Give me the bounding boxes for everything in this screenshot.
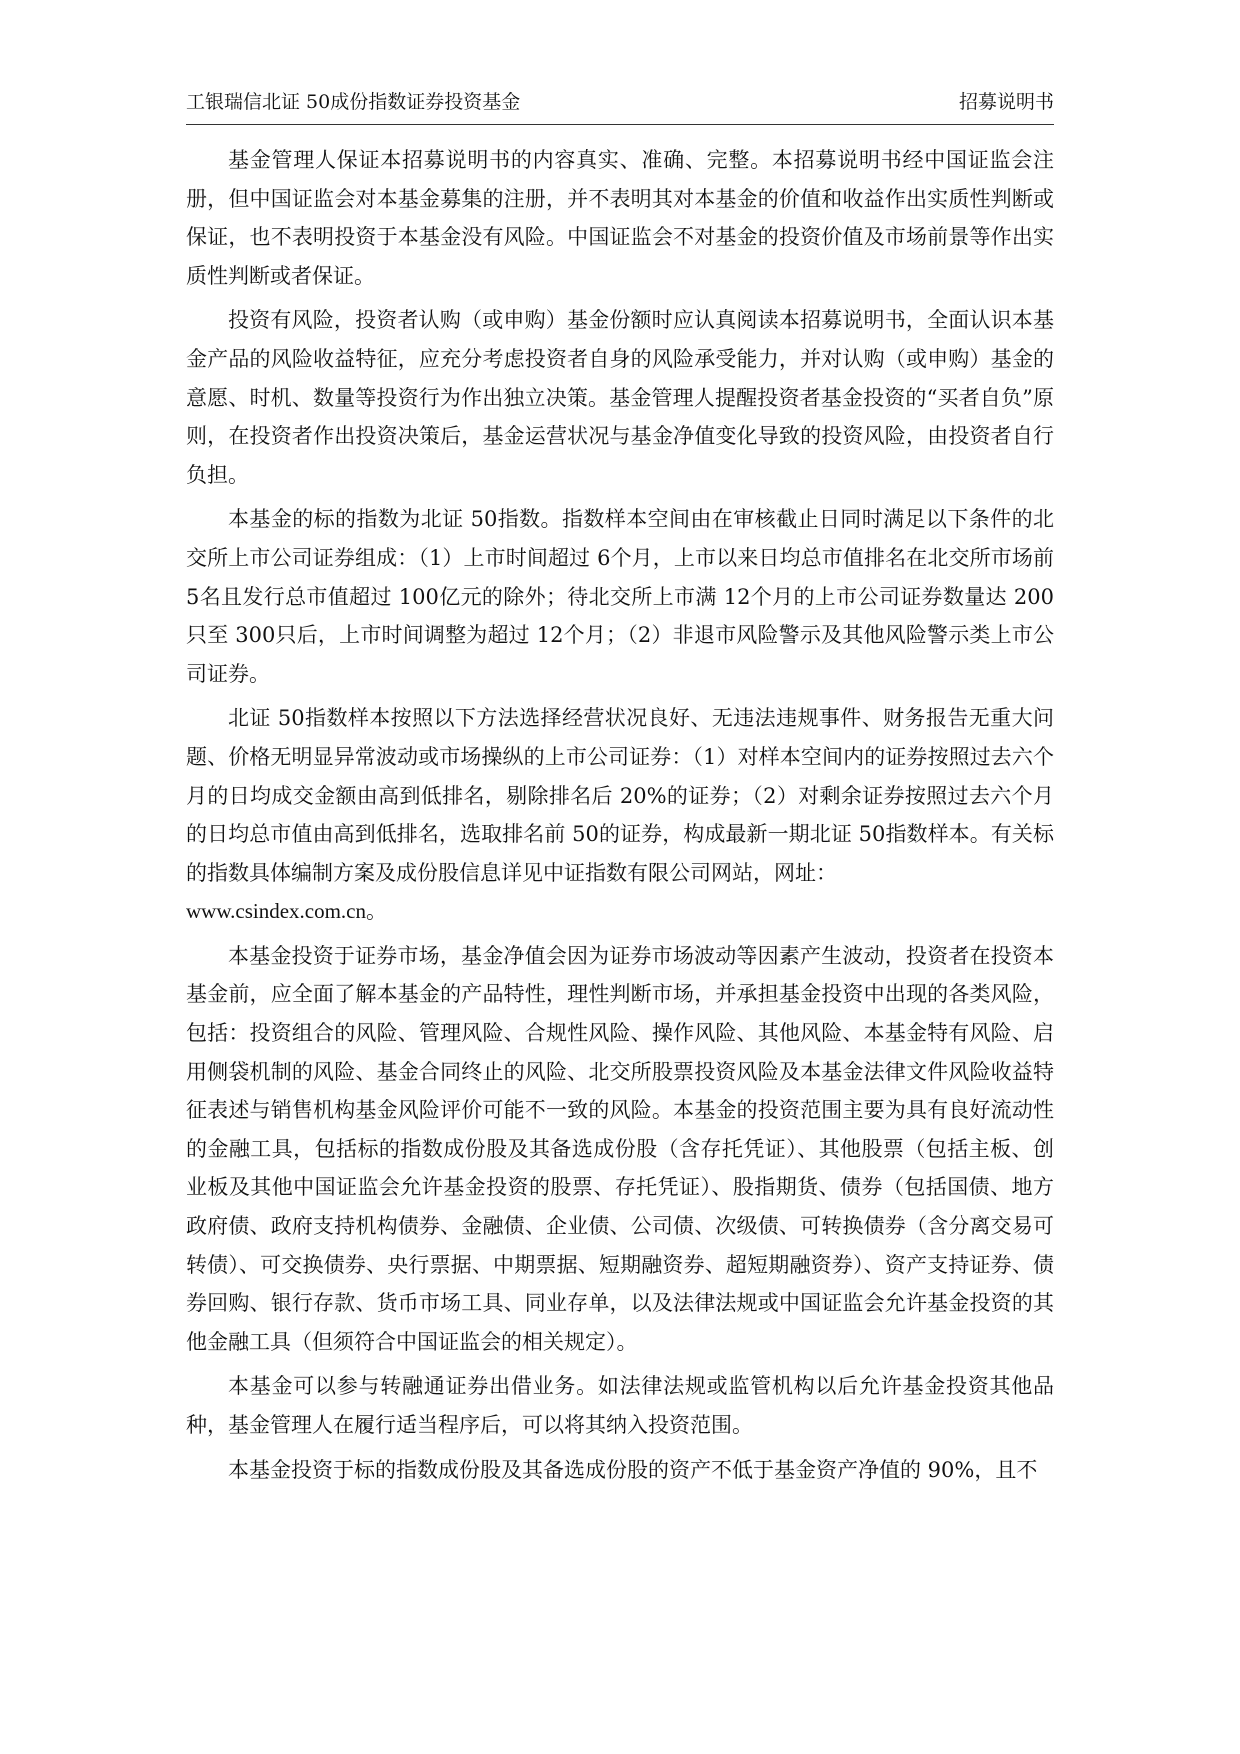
header-doc-type: 招募说明书 (958, 91, 1054, 113)
page-header (186, 88, 1054, 122)
paragraph-market-risk: 本基金投资于证券市场，基金净值会因为证券市场波动等因素产生波动，投资者在投资本基金前，应全面了解本基金的产品特性，理性判断市场，并承担基金投资中出现的各类风险，包括：投资组合的风险、管理风险、合规性风险、操作风险、其他风险、本基金特有风险、启用侧袋机制的风险、基金合同终止的风险、北交所股票投资风险及本基金法律文件风险收益特征表述与销售机构基金风险评价可能不一致的风险。本基金的投资范围主要为具有良好流动性的金融工具，包括标的指数成份股及其备选成份股（含存托凭证）、其他股票（包括主板、创业板及其他中国证监会允许基金投资的股票、存托凭证）、股指期货、债券（包括国债、地方政府债、政府支持机构债券、金融债、企业债、公司债、次级债、可转换债券（含分离交易可转债）、可交换债券、央行票据、中期票据、短期融资券、超短期融资券）、资产支持证券、债券回购、银行存款、货币市场工具、同业存单，以及法律法规或中国证监会允许基金投资的其他金融工具（但须符合中国证监会的相关规定）。 (186, 943, 1054, 1354)
paragraph-index-methodology: 北证 50指数样本按照以下方法选择经营状况良好、无违法违规事件、财务报告无重大问题、价格无明显异常波动或市场操纵的上市公司证券：（1）对样本空间内的证券按照过去六个月的日均成交金额由高到低排名，剔除排名后 20%的证券；（2）对剩余证券按照过去六个月的日均总市值由高到低排名，选取排名前 50的证券，构成最新一期北证 50指数样本。有关标的指数具体编制方案及成份股信息详见中证指数有限公司网站，网址： (186, 706, 1054, 885)
paragraph-allocation: 本基金投资于标的指数成份股及其备选成份股的资产不低于基金资产净值的 90%，且不 (228, 1457, 1038, 1482)
document-body (186, 141, 1054, 1495)
header-fund-name: 工银瑞信北证 50成份指数证券投资基金 (186, 91, 521, 113)
paragraph-securities-lending: 本基金可以参与转融通证券出借业务。如法律法规或监管机构以后允许基金投资其他品种，基金管理人在履行适当程序后，可以将其纳入投资范围。 (186, 1374, 1054, 1437)
paragraph-target-index: 本基金的标的指数为北证 50指数。指数样本空间由在审核截止日同时满足以下条件的北交所上市公司证券组成：（1）上市时间超过 6个月，上市以来日均总市值排名在北交所市场前 5名且发行总市值超过 100亿元的除外；待北交所上市满 12个月的上市公司证券数量达 200只至 300只后，上市时间调整为超过 12个月；（2）非退市风险警示及其他风险警示类上市公司证券。 (186, 507, 1054, 686)
paragraph-url: www.csindex.com.cn。 (186, 899, 388, 924)
paragraph-investment-risk: 投资有风险，投资者认购（或申购）基金份额时应认真阅读本招募说明书，全面认识本基金产品的风险收益特征，应充分考虑投资者自身的风险承受能力，并对认购（或申购）基金的意愿、时机、数量等投资行为作出独立决策。基金管理人提醒投资者基金投资的“买者自负”原则，在投资者作出投资决策后，基金运营状况与基金净值变化导致的投资风险，由投资者自行负担。 (186, 308, 1054, 487)
header-divider (186, 124, 1054, 125)
paragraph-manager-statement: 基金管理人保证本招募说明书的内容真实、准确、完整。本招募说明书经中国证监会注册，但中国证监会对本基金募集的注册，并不表明其对本基金的价值和收益作出实质性判断或保证，也不表明投资于本基金没有风险。中国证监会不对基金的投资价值及市场前景等作出实质性判断或者保证。 (186, 148, 1054, 288)
